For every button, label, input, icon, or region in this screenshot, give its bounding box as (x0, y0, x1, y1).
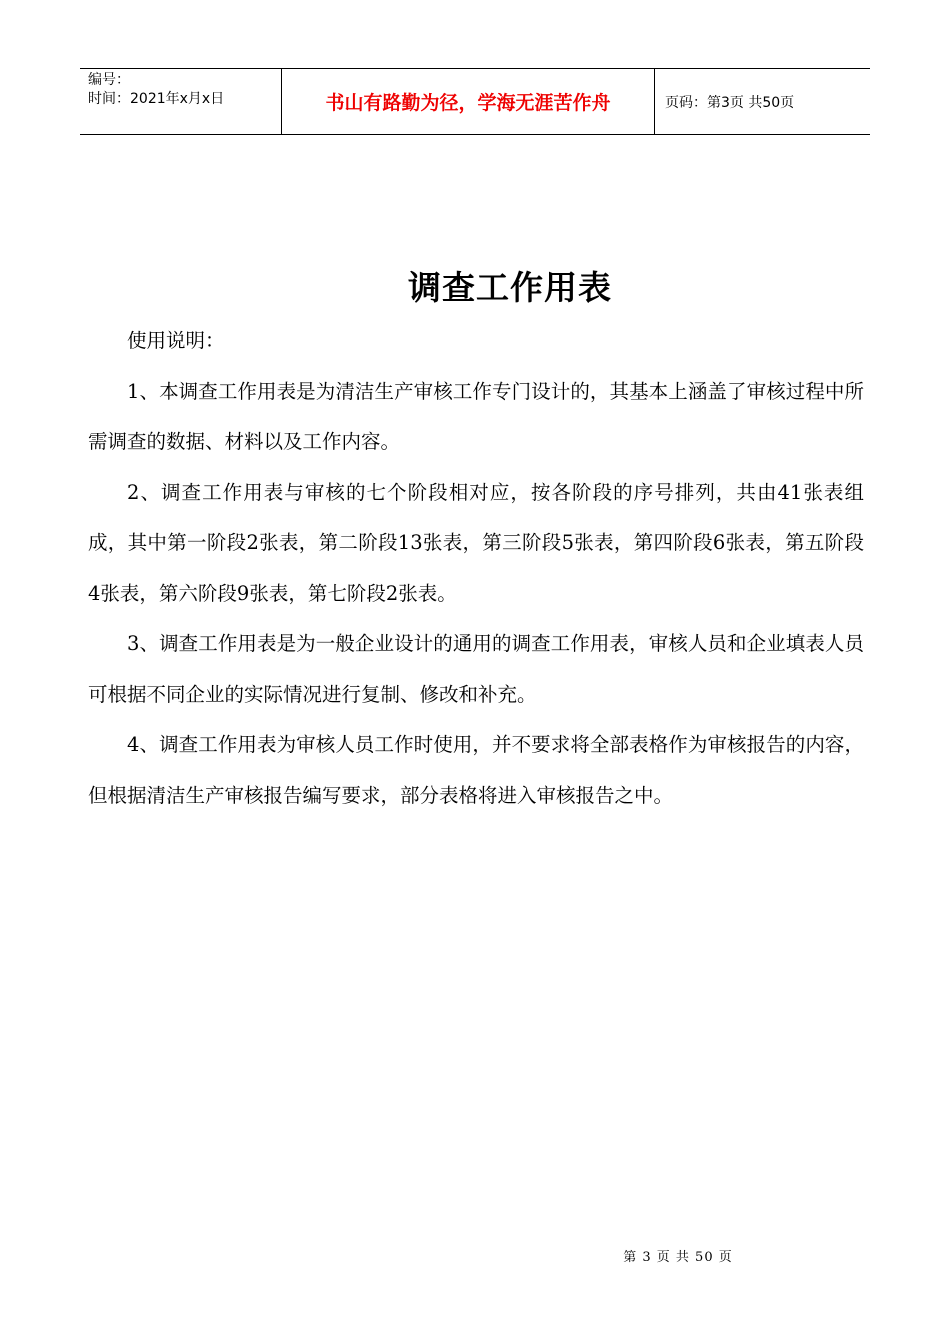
paragraph-2: 2、调查工作用表与审核的七个阶段相对应，按各阶段的序号排列，共由41张表组成，其中第一阶段2张表，第二阶段13张表，第三阶段5张表，第四阶段6张表，第五阶段4张表，第六阶段9张表，第七阶段2张表。 (88, 480, 864, 605)
page-footer: 第 3 页 共 50 页 (623, 1250, 733, 1265)
header-meta-cell (80, 69, 282, 134)
intro-line: 使用说明： (127, 329, 225, 352)
document-number-label: 编号： (88, 72, 130, 88)
header-motto: 书山有路勤为径，学海无涯苦作舟 (282, 69, 655, 134)
paragraph-3: 3、调查工作用表是为一般企业设计的通用的调查工作用表，审核人员和企业填表人员可根据不同企业的实际情况进行复制、修改和补充。 (88, 632, 864, 706)
paragraph-1: 1、本调查工作用表是为清洁生产审核工作专门设计的，其基本上涵盖了审核过程中所需调查的数据、材料以及工作内容。 (88, 379, 864, 453)
page-title: 调查工作用表 (408, 268, 612, 307)
document-time-label: 时间：2021年x月x日 (88, 91, 225, 107)
document-body (88, 316, 864, 821)
header-page-info: 页码：第3页 共50页 (665, 94, 795, 111)
paragraph-4: 4、调查工作用表为审核人员工作时使用，并不要求将全部表格作为审核报告的内容，但根据清洁生产审核报告编写要求，部分表格将进入审核报告之中。 (88, 733, 864, 807)
document-header (80, 68, 870, 135)
